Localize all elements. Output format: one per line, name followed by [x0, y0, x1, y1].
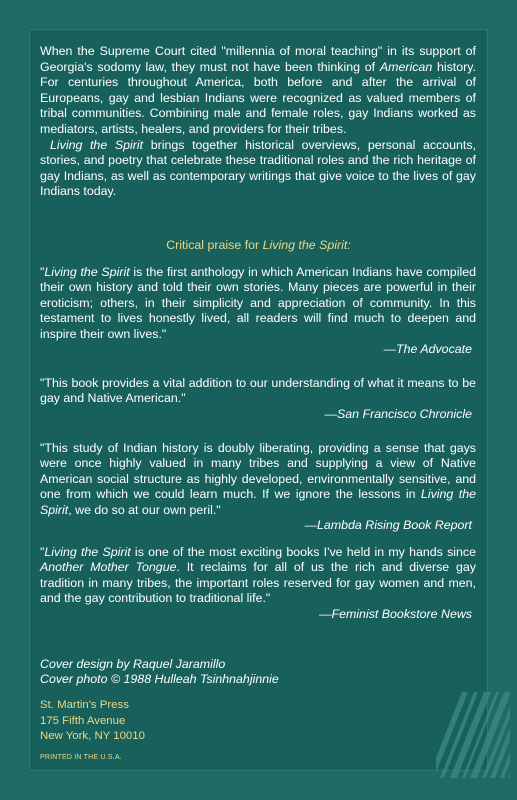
quote-text: "Living the Spirit is the first anthology in which American Indians have compiled their own history and told their own stories. Many pieces are powerful in their eroticism; others, in their simplicity and appreciation of community. In this testament to lives honestly lived, all readers will find much to deepen and inspire their own lives."	[40, 265, 476, 341]
praise-heading: Critical praise for Living the Spirit:	[166, 238, 351, 252]
quote-sf-chronicle	[40, 376, 476, 422]
publisher-street: 175 Fifth Avenue	[40, 714, 126, 727]
cover-credits	[40, 657, 279, 687]
quote-source: —Lambda Rising Book Report	[304, 518, 472, 533]
quote-lambda-rising	[40, 441, 476, 533]
quote-advocate	[40, 265, 476, 357]
quote-source: —San Francisco Chronicle	[324, 406, 472, 421]
quote-source: —The Advocate	[383, 342, 472, 357]
barcode-icon	[436, 692, 510, 778]
publisher-address	[40, 698, 145, 745]
quote-feminist-bookstore	[40, 545, 476, 622]
blurb-paragraph-1: When the Supreme Court cited "millennia of moral teaching" in its support of Georgia's sodomy law, they must not have been thinking of American history. For centuries throughout America, both before and after the arrival of Europeans, gay and lesbian Indians were recognized as valued members of tribal communities. Combining male and female roles, gay Indians worked as mediators, artists, healers, and providers for their tribes.	[40, 44, 476, 136]
quote-text: "This book provides a vital addition to our understanding of what it means to be gay and Native American."	[40, 376, 476, 406]
publisher-city: New York, NY 10010	[40, 730, 145, 743]
cover-photo-credit: Cover photo © 1988 Hulleah Tsinhnahjinnie	[40, 672, 279, 687]
quote-text: "This study of Indian history is doubly liberating, providing a sense that gays were once highly valued in many tribes and supplying a view of Native American social structure as highly developed, environmentally sensitive, and one from which we could learn much. If we ignore the lessons in Living the Spirit, we do so at our own peril."	[40, 441, 476, 517]
publisher-name: St. Martin's Press	[40, 699, 129, 711]
blurb-paragraph-2: Living the Spirit brings together historical overviews, personal accounts, stories, and poetry that celebrate these traditional roles and the rich heritage of gay Indians, as well as contemporary writings that give voice to the lives of gay Indians today.	[40, 137, 476, 199]
quote-source: —Feminist Bookstore News	[319, 606, 472, 621]
blurb	[40, 44, 476, 200]
quote-text: "Living the Spirit is one of the most exciting books I've held in my hands since Another Mother Tongue. It reclaims for all of us the rich and diverse gay tradition in many tribes, the important roles reserved for gay women and men, and the gay contribution to traditional life."	[40, 545, 476, 606]
cover-design-credit: Cover design by Raquel Jaramillo	[40, 657, 226, 671]
printed-in-usa: PRINTED IN THE U.S.A.	[40, 754, 122, 761]
